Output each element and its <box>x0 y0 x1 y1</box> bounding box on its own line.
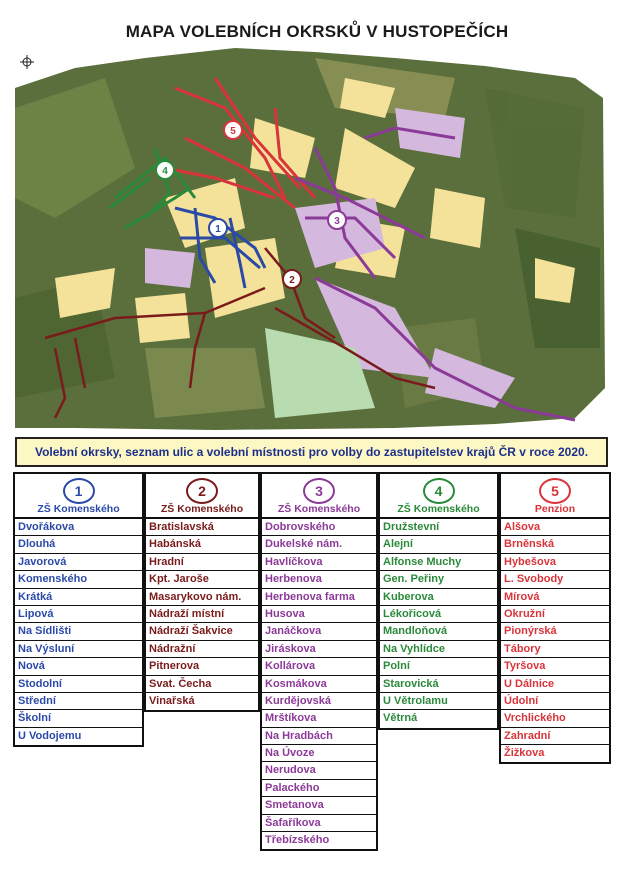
district-number-badge: 4 <box>423 478 455 504</box>
street-item: Nová <box>15 658 142 675</box>
street-item: Smetanova <box>262 797 376 814</box>
polling-venue: ZŠ Komenského <box>37 503 120 515</box>
district-column-4 <box>378 472 499 730</box>
svg-text:4: 4 <box>162 166 168 177</box>
street-item: Nádraží Šakvice <box>146 623 258 640</box>
district-column-1 <box>13 472 144 747</box>
district-header <box>262 474 376 519</box>
street-item: Tyršova <box>501 658 609 675</box>
street-item: Na Výsluní <box>15 641 142 658</box>
street-item: Údolní <box>501 693 609 710</box>
svg-text:5: 5 <box>230 126 236 137</box>
street-item: Zahradní <box>501 728 609 745</box>
district-number-badge: 5 <box>539 478 571 504</box>
street-item: Nerudova <box>262 762 376 779</box>
street-item: Střední <box>15 693 142 710</box>
street-item: Vinařská <box>149 694 195 707</box>
district-column-5 <box>499 472 611 764</box>
page-title: MAPA VOLEBNÍCH OKRSKŮ V HUSTOPEČÍCH <box>125 22 509 41</box>
street-item: Mrštíkova <box>262 710 376 727</box>
street-item: Kosmákova <box>262 676 376 693</box>
street-item: Na Hradbách <box>262 728 376 745</box>
district-header <box>501 474 609 519</box>
street-item: U Vodojemu <box>18 729 82 742</box>
street-item: Nádražní <box>146 641 258 658</box>
street-item: Alejní <box>380 536 497 553</box>
info-banner: Volební okrsky, seznam ulic a volební místnosti pro volby do zastupitelstev krajů ČR v roce 2020. <box>15 437 608 467</box>
street-item: Hradní <box>146 554 258 571</box>
district-marker-1 <box>209 219 227 237</box>
street-item: Svat. Čecha <box>146 676 258 693</box>
district-marker-3 <box>328 211 346 229</box>
street-item: Palackého <box>262 780 376 797</box>
street-item: Hybešova <box>501 554 609 571</box>
street-item: Komenského <box>15 571 142 588</box>
street-item: Krátká <box>15 589 142 606</box>
svg-text:3: 3 <box>334 216 340 227</box>
street-item: Kollárova <box>262 658 376 675</box>
street-item: Na Úvoze <box>262 745 376 762</box>
street-item: Husova <box>262 606 376 623</box>
district-header <box>380 474 497 519</box>
district-marker-2 <box>283 270 301 288</box>
street-item: Nádraží místní <box>146 606 258 623</box>
street-item: Vrchlického <box>501 710 609 727</box>
street-item: Gen. Peřiny <box>380 571 497 588</box>
polling-venue: ZŠ Komenského <box>160 503 244 515</box>
street-item: Větrná <box>383 712 418 725</box>
street-item: Tábory <box>501 641 609 658</box>
compass-icon <box>20 55 34 69</box>
street-item: Okružní <box>501 606 609 623</box>
street-item: Na Vyhlídce <box>380 641 497 658</box>
svg-text:2: 2 <box>289 275 295 286</box>
district-map <box>15 48 611 430</box>
street-item: Pionýrská <box>501 623 609 640</box>
street-item: Lékořicová <box>380 606 497 623</box>
district-number-badge: 2 <box>186 478 218 504</box>
street-item: U Dálnice <box>501 676 609 693</box>
street-item: Starovická <box>380 676 497 693</box>
street-item: Na Sídlišti <box>15 623 142 640</box>
street-item: Dlouhá <box>15 536 142 553</box>
street-item: Bratislavská <box>146 519 258 536</box>
street-item: Herbenova farma <box>262 589 376 606</box>
street-item: Kurdějovská <box>262 693 376 710</box>
street-item: Dobrovského <box>262 519 376 536</box>
street-item: Stodolní <box>15 676 142 693</box>
polling-venue: Penzion <box>534 503 576 515</box>
street-item: Žižkova <box>504 747 545 760</box>
map-image <box>15 48 611 430</box>
polling-venue: ZŠ Komenského <box>397 503 480 515</box>
street-item: L. Svobody <box>501 571 609 588</box>
street-item: Mandloňová <box>380 623 497 640</box>
street-item: Třebízského <box>265 834 330 847</box>
street-item: Alšova <box>501 519 609 536</box>
street-item: Lipová <box>15 606 142 623</box>
street-item: Kpt. Jaroše <box>146 571 258 588</box>
street-item: Dukelské nám. <box>262 536 376 553</box>
street-item: Masarykovo nám. <box>146 589 258 606</box>
street-item: Brněnská <box>501 536 609 553</box>
street-item: Havlíčkova <box>262 554 376 571</box>
district-header <box>146 474 258 519</box>
street-item: Alfonse Muchy <box>380 554 497 571</box>
street-item: Javorová <box>15 554 142 571</box>
district-column-2 <box>144 472 260 712</box>
street-item: Polní <box>380 658 497 675</box>
district-marker-4 <box>156 161 174 179</box>
street-item: Pitnerova <box>146 658 258 675</box>
svg-text:1: 1 <box>215 224 221 235</box>
street-item: Šafaříkova <box>262 815 376 832</box>
street-item: Habánská <box>146 536 258 553</box>
street-item: Herbenova <box>262 571 376 588</box>
district-header <box>15 474 142 519</box>
street-item: Družstevní <box>380 519 497 536</box>
street-item: Kuberova <box>380 589 497 606</box>
street-item: Dvořákova <box>15 519 142 536</box>
district-number-badge: 3 <box>303 478 335 504</box>
district-column-3 <box>260 472 378 851</box>
street-item: Jiráskova <box>262 641 376 658</box>
street-item: Janáčkova <box>262 623 376 640</box>
street-item: Mírová <box>501 589 609 606</box>
district-marker-5 <box>224 121 242 139</box>
polling-venue: ZŠ Komenského <box>277 503 361 515</box>
district-number-badge: 1 <box>63 478 95 504</box>
street-item: U Větrolamu <box>380 693 497 710</box>
street-item: Školní <box>15 710 142 727</box>
